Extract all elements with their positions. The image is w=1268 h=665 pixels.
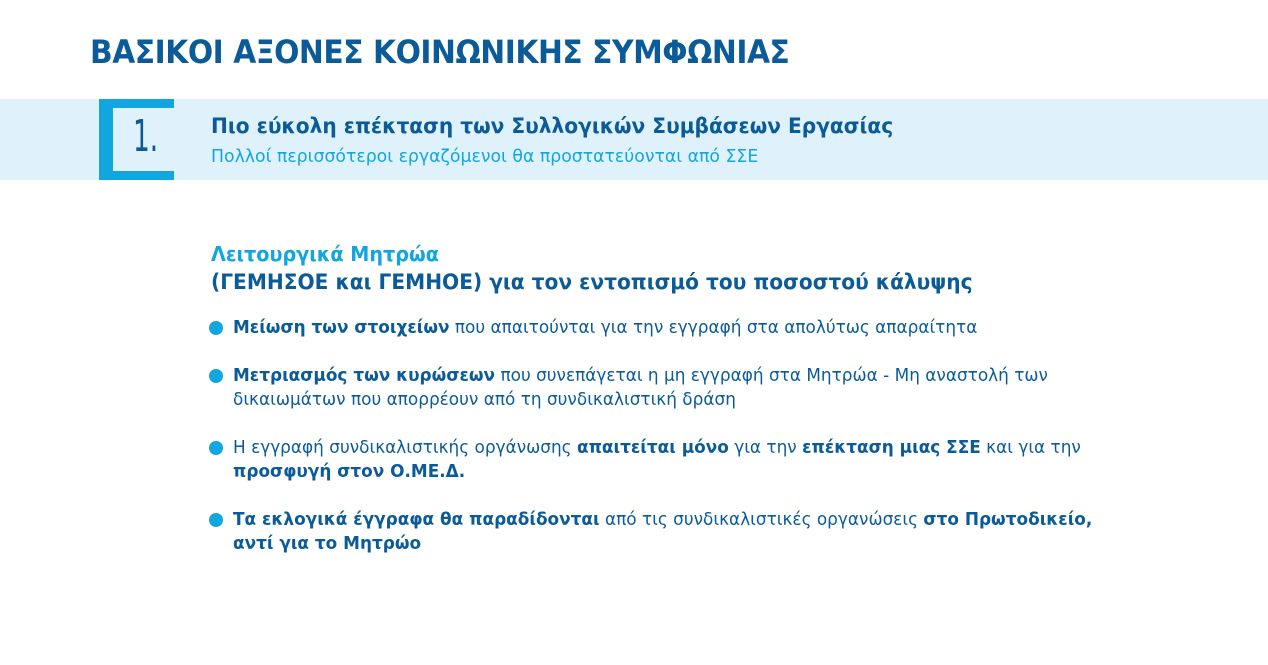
bullet-bold-text: στο Πρωτοδικείο, αντί για το Μητρώο	[233, 510, 1093, 554]
section-subheading: (ΓΕΜΗΣΟΕ και ΓΕΜΗΟΕ) για τον εντοπισμό του ποσοστού κάλυψης	[211, 270, 973, 294]
bullet-bold-text: Τα εκλογικά έγγραφα θα παραδίδονται	[233, 510, 600, 530]
bullet-plain-text: Η εγγραφή συνδικαλιστικής οργάνωσης	[233, 438, 577, 458]
page-title: ΒΑΣΙΚΟΙ ΑΞΟΝΕΣ ΚΟΙΝΩΝΙΚΗΣ ΣΥΜΦΩΝΙΑΣ	[90, 33, 790, 71]
bullet-list	[209, 316, 1109, 580]
bullet-bold-text: απαιτείται μόνο	[576, 438, 729, 458]
list-item	[209, 436, 1109, 484]
bullet-dot-icon	[209, 369, 223, 383]
section-banner	[0, 99, 1268, 180]
section-number: 1.	[133, 111, 159, 162]
bullet-plain-text: από τις συνδικαλιστικές οργανώσεις	[599, 510, 924, 530]
bullet-plain-text: που συνεπάγεται η μη εγγραφή στα Μητρώα - Μη αναστολή των δικαιωμάτων που απορρέουν από τη συνδικαλιστική δράση	[233, 366, 1048, 410]
list-item	[209, 316, 1109, 340]
bullet-plain-text: για την	[728, 438, 803, 458]
bullet-plain-text: και για την	[980, 438, 1081, 458]
bullet-text	[233, 316, 1121, 340]
bullet-text	[233, 508, 1121, 556]
bullet-bold-text: προσφυγή στον Ο.ΜΕ.Δ.	[233, 462, 466, 482]
bullet-plain-text: που απαιτούνται για την εγγραφή στα απολύτως απαραίτητα	[449, 318, 978, 338]
bullet-bold-text: Μετριασμός των κυρώσεων	[233, 366, 496, 386]
list-item	[209, 508, 1109, 556]
bullet-dot-icon	[209, 513, 223, 527]
bullet-bold-text: επέκταση μιας ΣΣΕ	[802, 438, 981, 458]
banner-subtitle: Πολλοί περισσότεροι εργαζόμενοι θα προστατεύονται από ΣΣΕ	[211, 146, 759, 167]
banner-title: Πιο εύκολη επέκταση των Συλλογικών Συμβάσεων Εργασίας	[211, 114, 894, 138]
bullet-dot-icon	[209, 441, 223, 455]
bullet-text	[233, 364, 1121, 412]
section-heading: Λειτουργικά Μητρώα	[211, 242, 439, 266]
bullet-dot-icon	[209, 321, 223, 335]
list-item	[209, 364, 1109, 412]
bullet-text	[233, 436, 1121, 484]
bullet-bold-text: Μείωση των στοιχείων	[233, 318, 450, 338]
